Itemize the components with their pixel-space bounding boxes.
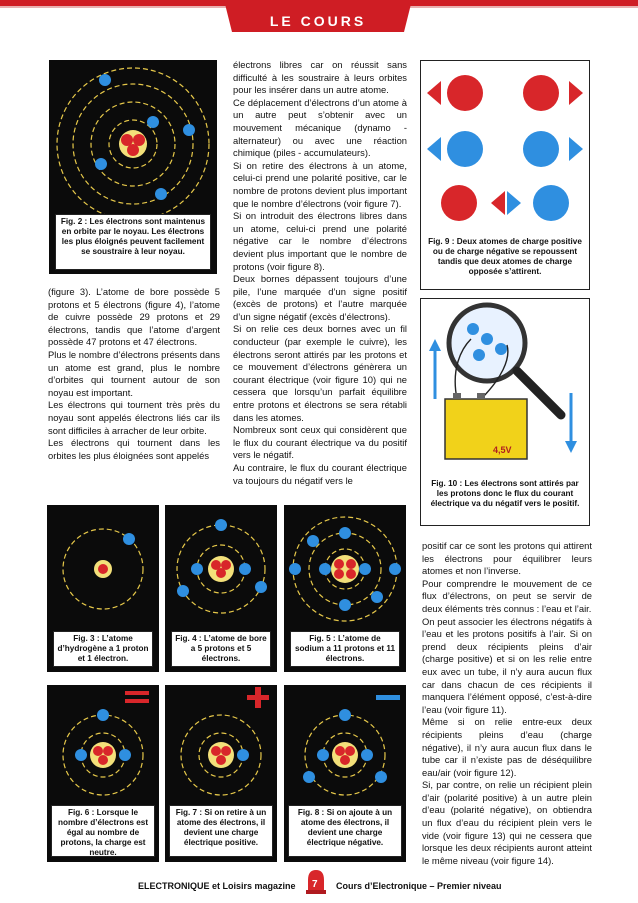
paragraph: positif car ce sont les protons qui attirent les électrons pour équilibrer leurs atomes et non l’inverse. xyxy=(422,540,592,577)
footer-magazine: ELECTRONIQUE et Loisirs magazine xyxy=(138,881,296,891)
figure-10-battery-circuit xyxy=(421,299,591,469)
figure-8-panel xyxy=(284,685,406,862)
paragraph: Si on relie ces deux bornes avec un fil conducteur (par exemple le cuivre), les électrons seront attirés par les protons et ce mouvement d’électrons génèrera un courant électrique (voir figure 10) qui ne cessera que lorsqu’un parfait équilibre entre protons et électrons se sera rétabli dans les atomes. xyxy=(233,323,407,423)
paragraph: Deux bornes dépassent toujours d’une pile, l’une marquée d’un signe positif (excès de protons) et l’autre marquée d’un signe négatif (excès d’électrons). xyxy=(233,273,407,322)
paragraph: Les électrons qui tournent dans les orbites les plus éloignées sont appelés xyxy=(48,437,220,461)
right-column xyxy=(422,540,592,867)
paragraph: Si on introduit des électrons libres dans un atome, celui-ci prend une polarité négative car le nombre d’électrons devient plus important que le nombre de protons (voir figure 8). xyxy=(233,210,407,272)
figure-8-caption: Fig. 8 : Si on ajoute à un atome des électrons, il devient une charge électrique négative. xyxy=(288,805,402,857)
paragraph: Si on retire des électrons à un atome, celui-ci prend une polarité positive, car le nombre de protons devient plus important que le nombre d’électrons (voir figure 7). xyxy=(233,159,407,209)
paragraph: Plus le nombre d’électrons présents dans un atome est grand, plus le nombre d’orbites qui tournent autour de son noyau est important. xyxy=(48,348,220,398)
paragraph: (figure 3). L’atome de bore possède 5 protons et 5 électrons (figure 4), l’atome de cuivre possède 29 protons et 29 électrons, tandis que l’atome d’argent possède 47 protons et 47 électrons. xyxy=(48,286,220,348)
paragraph: Pour comprendre le mouvement de ce flux d’électrons, on peut se servir de deux éléments très connus : l’eau et l’air. xyxy=(422,577,592,614)
section-title: LE COURS xyxy=(269,13,367,29)
figure-7-panel xyxy=(165,685,277,862)
figure-5-caption: Fig. 5 : L’atome de sodium a 11 protons et 11 électrons. xyxy=(290,631,400,667)
left-column xyxy=(48,286,220,462)
figure-7-caption: Fig. 7 : Si on retire à un atome des électrons, il devient une charge électrique positive. xyxy=(169,805,273,857)
paragraph: Ce déplacement d’électrons d’un atome à un autre peut s’obtenir avec un mouvement mécanique (dynamo - alternateur) ou avec une réaction chimique (piles - accumulateurs). xyxy=(233,96,407,159)
figure-4-caption: Fig. 4 : L’atome de bore a 5 protons et 5 électrons. xyxy=(171,631,271,667)
figure-6-panel xyxy=(47,685,159,862)
figure-2-panel xyxy=(49,60,217,274)
paragraph: Si, par contre, on relie un récipient plein d’air (polarité positive) à un autre plein d’eau (polarité négative), on obtiendra un flux d’eau du récipient plein vers le vide (voir figure 13) qui ne cessera que lorsque les deux récipients auront atteint le même niveau (voir figure 14). xyxy=(422,779,592,866)
figure-9-charges xyxy=(421,61,591,231)
middle-column xyxy=(233,59,407,487)
battery-label: 4,5V xyxy=(493,445,512,455)
figure-5-panel xyxy=(284,505,406,672)
footer-course: Cours d’Electronique – Premier niveau xyxy=(336,881,502,891)
paragraph: Les électrons qui tournent très près du noyau sont appelés électrons liés car ils sont difficiles à arracher de leur orbite. xyxy=(48,399,220,436)
figure-9-box xyxy=(420,60,590,290)
figure-6-caption: Fig. 6 : Lorsque le nombre d’électrons est égal au nombre de protons, la charge est neutre. xyxy=(51,805,155,857)
figure-9-caption: Fig. 9 : Deux atomes de charge positive ou de charge négative se repoussent tandis que deux atomes de charge opposée s’attirent. xyxy=(428,237,582,276)
figure-3-panel xyxy=(47,505,159,672)
figure-4-panel xyxy=(165,505,277,672)
paragraph: électrons libres car on réussit sans difficulté à les soustraire à leurs orbites pour les insérer dans un autre atome. xyxy=(233,59,407,96)
page-number: 7 xyxy=(312,879,318,890)
paragraph: On peut associer les électrons négatifs à l’eau et les protons positifs à l’air. Si on prend deux récipients pleins d’air (charge positive) et si on les relie entre eux avec un tube, il n’y aura aucun flux car dans chacun de ces récipients il manquera l’élément opposé, c’est-à-dire l’eau (voir figure 11). xyxy=(422,615,592,715)
paragraph: Même si on relie entre-eux deux récipients pleins d’eau (charge négative), il n’y aura aucun flux dans le tube car il n’existe pas de déséquilibre eau/air (voir figure 12). xyxy=(422,716,592,778)
page-footer xyxy=(0,878,638,898)
paragraph: Nombreux sont ceux qui considèrent que le flux du courant électrique va du positif vers le négatif. xyxy=(233,424,407,461)
figure-3-caption: Fig. 3 : L’atome d’hydrogène a 1 proton et 1 électron. xyxy=(53,631,153,667)
paragraph: Au contraire, le flux du courant électrique va toujours du négatif vers le xyxy=(233,462,407,486)
figure-10-box xyxy=(420,298,590,526)
figure-10-caption: Fig. 10 : Les électrons sont attirés par les protons donc le flux du courant électrique va du négatif vers le positif. xyxy=(430,479,580,508)
figure-2-caption: Fig. 2 : Les électrons sont maintenus en orbite par le noyau. Les électrons les plus éloignés peuvent facilement se soustraire à leur noyau. xyxy=(55,214,211,270)
header-banner xyxy=(0,0,638,34)
